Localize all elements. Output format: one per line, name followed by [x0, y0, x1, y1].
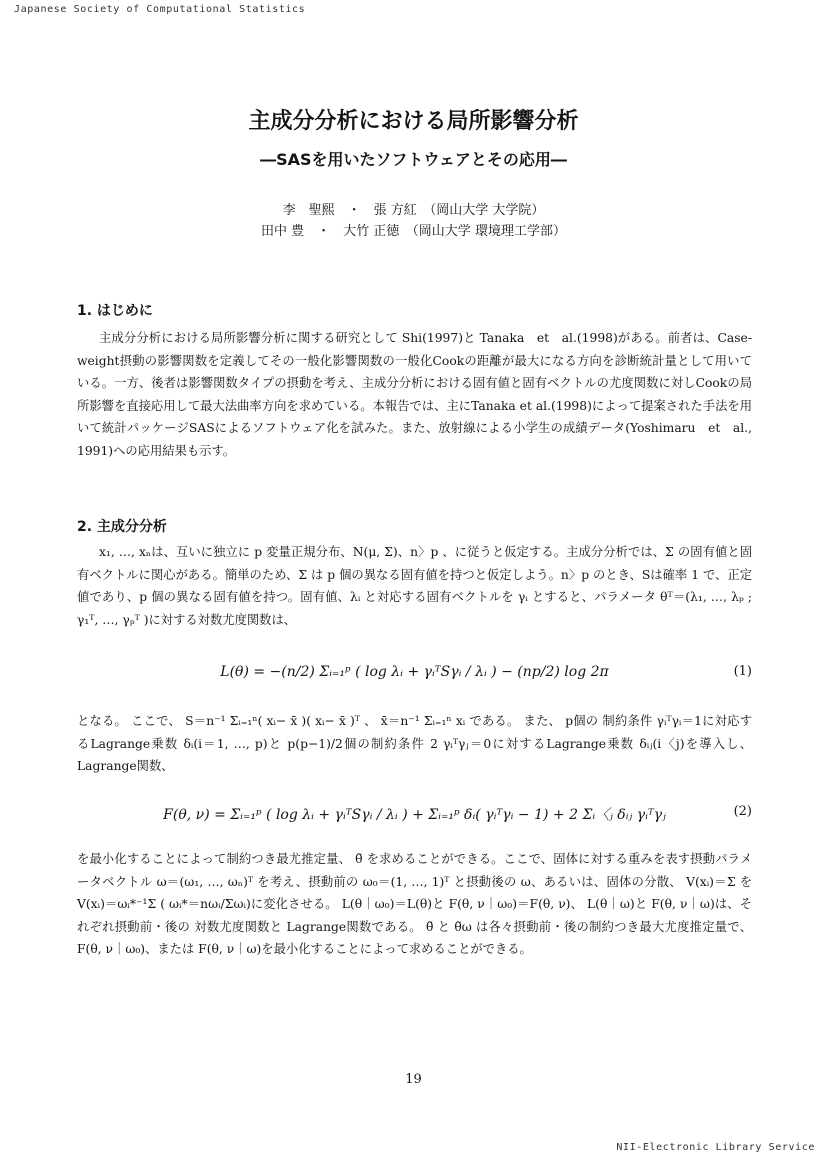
- paper-subtitle: ―SASを用いたソフトウェアとその応用―: [260, 150, 567, 169]
- author-line-2: 田中 豊 ・ 大竹 正徳 （岡山大学 環境理工学部）: [261, 224, 566, 239]
- equation-1-formula: L(θ) = −(n/2) Σᵢ₌₁ᵖ ( log λᵢ + γᵢᵀSγᵢ / λᵢ ) − (np/2) log 2π: [220, 664, 609, 680]
- section-1-paragraph: 主成分分析における局所影響分析に関する研究として Shi(1997)と Tanaka et al.(1998)がある。前者は、Case-weight摂動の影響関数を定義してその一般化影響関数の一般化Cookの距離が最大になる方向を診断統計量として用いている。一方、後者は影響関数タイプの摂動を考え、主成分分析における固有値と固有ベクトルの尤度関数に対しCookの局所影響を直接応用して最大法曲率方向を求めている。本報告では、主にTanaka et al.(1998)によって提案された手法を用いて統計パッケージSASによるソフトウェア化を試みた。また、放射線による小学生の成績データ(Yoshimaru et al., 1991)への応用結果も示す。: [77, 331, 752, 458]
- page-number: 19: [405, 1072, 422, 1087]
- section-2-paragraph-1: x₁, …, xₙは、互いに独立に p 変量正規分布、N(μ, Σ)、n〉p 、に従うと仮定する。主成分分析では、Σ の固有値と固有ベクトルに関心がある。簡単のため、Σ は p 個の異なる固有値を持つと仮定しよう。n〉p のとき、Sは確率 1 で、正定値であり、p 個の異なる固有値を持つ。固有値、λᵢ と対応する固有ベクトルを γᵢ とすると、パラメータ θᵀ＝(λ₁, …, λₚ ; γ₁ᵀ, …, γₚᵀ )に対する対数尤度関数は、: [77, 545, 752, 627]
- footer-service: NII-Electronic Library Service: [616, 1142, 815, 1153]
- equation-1: [77, 650, 752, 706]
- section-2-paragraph-2: となる。 ここで、 S＝n⁻¹ Σᵢ₌₁ⁿ( xᵢ− x̄ )( xᵢ− x̄ )ᵀ 、 x̄＝n⁻¹ Σᵢ₌₁ⁿ xᵢ である。 また、 p個の 制約条件 γᵢᵀγᵢ＝1に対応するLagrange乗数 δᵢ(i＝1, …, p)と p(p−1)/2個の制約条件 2 γᵢᵀγⱼ＝0に対するLagrange乗数 δᵢⱼ(i〈j)を導入し、Lagrange関数、: [77, 714, 752, 774]
- header-society: Japanese Society of Computational Statistics: [14, 4, 306, 15]
- paper-title: 主成分分析における局所影響分析: [248, 109, 579, 134]
- section-2-paragraph-3: を最小化することによって制約つき最尤推定量、 θ̃ を求めることができる。ここで、固体に対する重みを表す摂動パラメータベクトル ω＝(ω₁, …, ωₙ)ᵀ を考え、摂動前の ω₀＝(1, …, 1)ᵀ と摂動後の ω、あるいは、固体の分散、 V(xᵢ)＝Σ を V(xᵢ)＝ωᵢ*⁻¹Σ ( ωᵢ*＝nωᵢ/Σωᵢ)に変化させる。 L(θ｜ω₀)＝L(θ)と F(θ, ν｜ω₀)＝F(θ, ν)、 L(θ｜ω)と F(θ, ν｜ω)は、それぞれ摂動前・後の 対数尤度関数と Lagrange関数である。 θ̃ と θ̃ω は各々摂動前・後の制約つき最大尤度推定量で、 F(θ, ν｜ω₀)、または F(θ, ν｜ω)を最小化することによって求めることができる。: [77, 852, 752, 957]
- equation-2-number: (2): [733, 804, 752, 819]
- section-2-heading: 2. 主成分分析: [77, 519, 167, 535]
- equation-2: [77, 790, 752, 846]
- equation-2-formula: F(θ, ν) = Σᵢ₌₁ᵖ ( log λᵢ + γᵢᵀSγᵢ / λᵢ ) + Σᵢ₌₁ᵖ δᵢ( γᵢᵀγᵢ − 1) + 2 Σᵢ〈ⱼ δᵢⱼ γᵢᵀγⱼ: [163, 807, 666, 823]
- section-1-heading: 1. はじめに: [77, 303, 153, 319]
- author-line-1: 李 聖熙 ・ 張 方紅 （岡山大学 大学院）: [282, 203, 545, 218]
- equation-1-number: (1): [733, 664, 752, 679]
